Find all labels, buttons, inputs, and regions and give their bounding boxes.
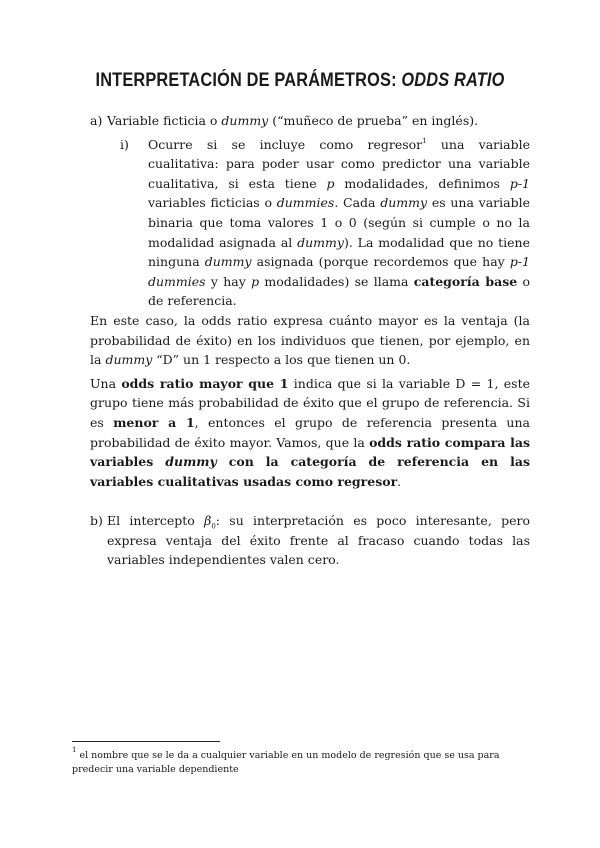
text-run: dummy	[221, 113, 269, 128]
paragraph-odds-ratio	[90, 311, 530, 370]
footnote-ref[interactable]: 1	[422, 136, 427, 145]
text-run: modalidades) se llama	[259, 273, 414, 289]
section-b-text	[107, 511, 530, 570]
beta-symbol: β	[204, 513, 212, 529]
footnote	[72, 746, 532, 777]
text-run: En este caso, la odds ratio expresa cuánto mayor es la ventaja (la probabilidad de éxito) en los individuos que tienen, por ejemplo, en la	[90, 312, 530, 368]
title-italic: ODDS RATIO	[401, 70, 505, 91]
title-text: INTERPRETACIÓN DE PARÁMETROS:	[95, 70, 402, 91]
footnote-text: el nombre que se le da a cualquier variable en un modelo de regresión que se usa para predecir una variable dependiente	[72, 750, 500, 775]
section-a-heading	[107, 111, 530, 131]
paragraph-interpretation	[90, 374, 530, 492]
subsection-i-marker: i)	[120, 136, 129, 152]
text-run: Variable ficticia o	[107, 113, 222, 128]
text-run: p	[251, 273, 260, 289]
text-run: p-1	[509, 175, 530, 191]
page-title	[42, 70, 558, 92]
text-run: dummy	[204, 254, 252, 270]
text-run: p	[326, 175, 335, 191]
text-run: es una variable binaria que toma valores 1 o 0 (según si cumple o no la modalidad asignada al	[148, 195, 530, 250]
document-body	[90, 111, 530, 570]
text-run: indica que si la variable D = 1, este grupo tiene más probabilidad de éxito que el grupo de referencia. Si es	[90, 375, 530, 430]
text-run: menor a 1	[113, 414, 195, 430]
section-a-marker: a)	[90, 113, 103, 128]
footnote-divider	[72, 741, 220, 742]
text-run: Una	[90, 375, 122, 391]
text-run: asignada (porque recordemos que hay	[251, 254, 510, 270]
text-run: una variable cualitativa: para poder usar como predictor una variable cualitativa, si esta tiene	[148, 136, 530, 191]
section-b	[90, 511, 530, 570]
subsection-i-text	[148, 135, 530, 311]
text-run: ). La modalidad que no tiene ninguna	[148, 234, 530, 270]
subsection-i	[90, 135, 530, 311]
text-run: p-1 dummies	[148, 254, 530, 289]
text-run: , entonces el grupo de referencia presenta una probabilidad de éxito mayor. Vamos, que la	[90, 414, 530, 450]
text-run: “D” un 1 respecto a los que tienen un 0.	[152, 352, 411, 368]
text-run: Ocurre si se incluye como regresor	[148, 136, 423, 152]
footnote-marker: 1	[72, 746, 77, 754]
text-run: dummy	[105, 352, 153, 368]
text-run: (“muñeco de prueba” en inglés).	[268, 113, 479, 128]
section-b-marker: b)	[90, 513, 103, 529]
text-run: modalidades, definimos	[334, 175, 510, 191]
text-run: odds ratio compara las variables	[90, 434, 530, 470]
text-run: y hay	[205, 273, 252, 289]
text-run: dummy	[165, 454, 217, 470]
text-run: dummy	[380, 195, 428, 211]
text-run: odds ratio mayor que 1	[121, 375, 289, 391]
text-run: o de referencia.	[148, 273, 531, 309]
text-run: 0	[211, 522, 216, 531]
text-run: variables ficticias o	[148, 195, 277, 211]
text-run: El intercepto	[107, 513, 205, 529]
spacer	[90, 491, 530, 511]
text-run: . Cada	[334, 195, 381, 211]
text-run: .	[397, 473, 402, 489]
section-a	[90, 111, 530, 131]
text-run: con la categoría de referencia en las variables cualitativas usadas como regresor	[90, 454, 530, 489]
text-run: dummies	[276, 195, 335, 211]
text-run: categoría base	[413, 273, 518, 289]
text-run: : su interpretación es poco interesante, pero expresa ventaja del éxito frente al fracaso cuando todas las variables independientes valen cero.	[107, 513, 530, 568]
text-run: dummy	[297, 234, 344, 250]
